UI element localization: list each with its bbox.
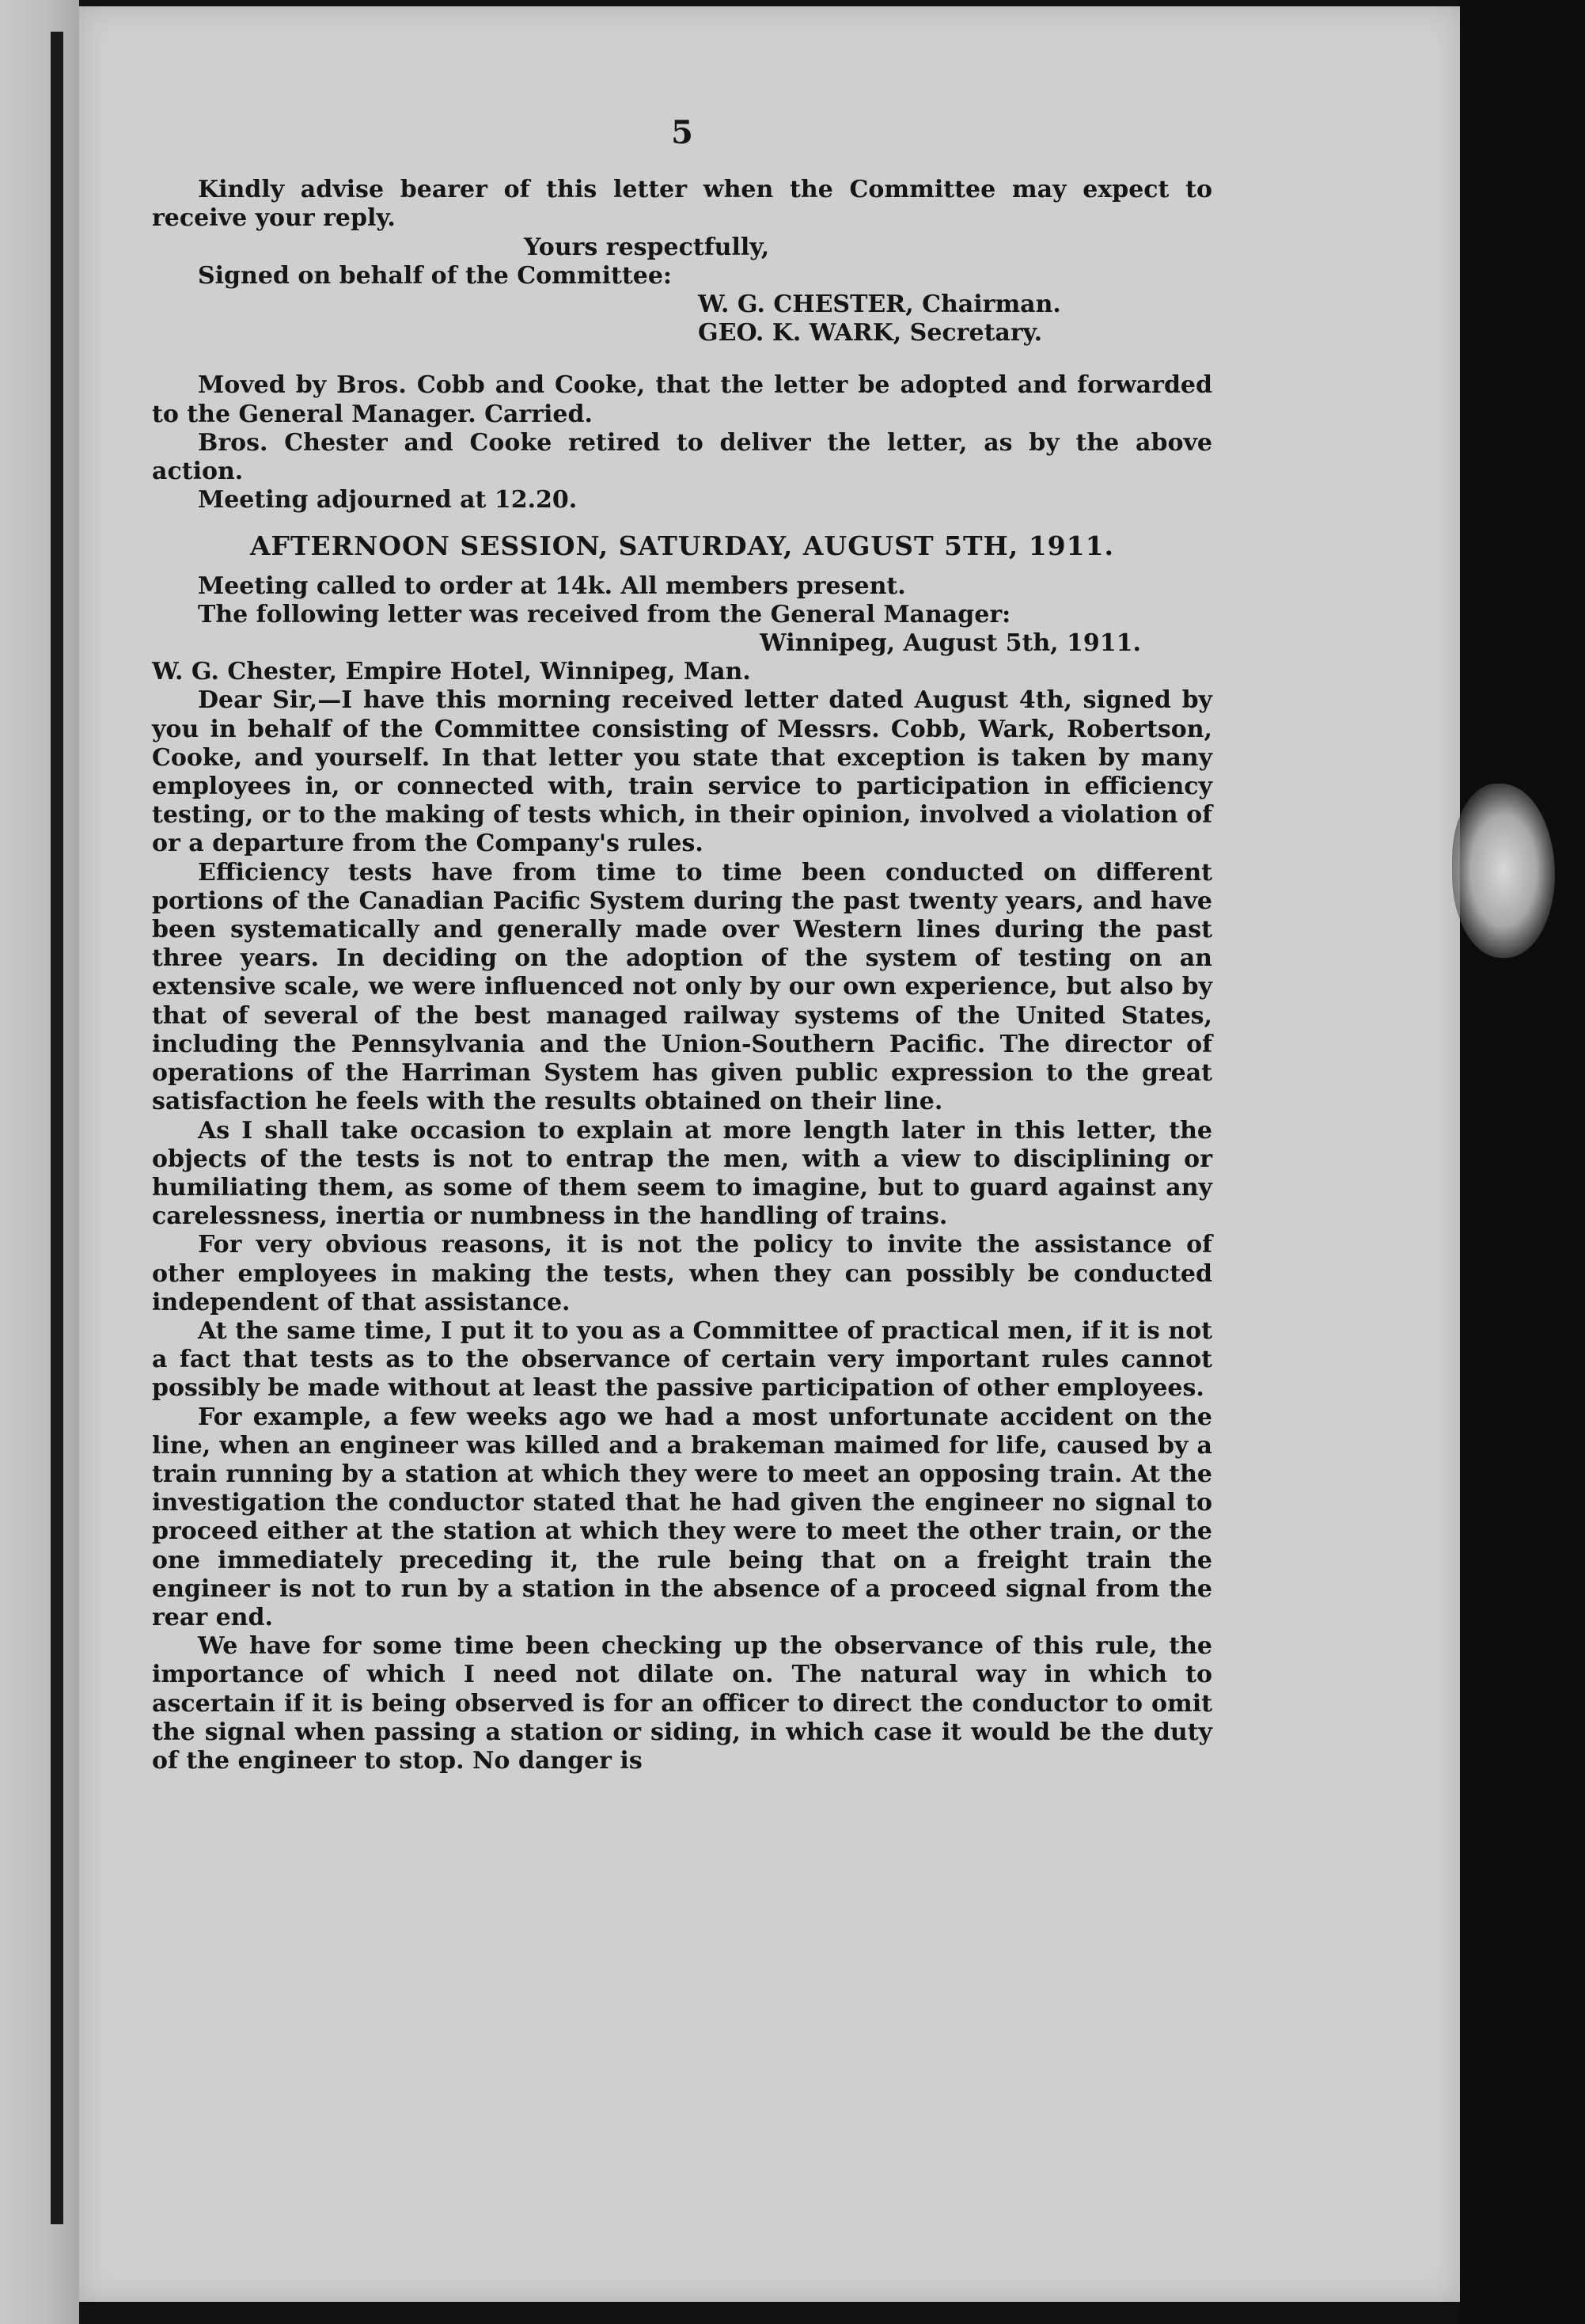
minute-delivery: Bros. Chester and Cooke retired to deliver the letter, as by the above action. bbox=[152, 428, 1212, 486]
letter-paragraph: Dear Sir,—I have this morning received letter dated August 4th, signed by you in behalf of the Committee consisting of Messrs. Cobb, Wark, Robertson, Cooke, and yourself. In that letter you state that exception is taken by many employees in, or connected with, train service to participation in efficiency testing, or to the making of tests which, in their opinion, involved a violation of or a departure from the Company's rules. bbox=[152, 686, 1212, 858]
session-line-letter: The following letter was received from the General Manager: bbox=[198, 600, 1011, 628]
letter-paragraph: For example, a few weeks ago we had a most unfortunate accident on the line, when an engineer was killed and a brakeman maimed for life, caused by a train running by a station at which they were to meet an opposing train. At the investigation the conductor stated that he had given the engineer no signal to proceed either at the station at which they were to meet the other train, or the one immediately preceding it, the rule being that on a freight train the engineer is not to run by a station in the absence of a proceed signal from the rear end. bbox=[152, 1403, 1212, 1631]
facing-page-edge bbox=[0, 0, 79, 2324]
binding-gutter bbox=[51, 32, 63, 2224]
session-line-order: Meeting called to order at 14k. All members present. bbox=[198, 572, 906, 600]
signatory-chairman: W. G. CHESTER, Chairman. bbox=[698, 290, 1061, 319]
page-text bbox=[152, 114, 1212, 1775]
session-heading: AFTERNOON SESSION, SATURDAY, AUGUST 5TH, 1911. bbox=[249, 530, 1115, 562]
signed-line: Signed on behalf of the Committee: bbox=[198, 261, 672, 290]
scan-background bbox=[1460, 0, 1585, 2324]
opening-paragraph: Kindly advise bearer of this letter when the Committee may expect to receive your reply. bbox=[152, 176, 1212, 233]
letter-paragraph: Efficiency tests have from time to time been conducted on different portions of the Canadian Pacific System during the past twenty years, and have been systematically and generally made over Western lines during the past three years. In deciding on the adoption of the system of testing on an extensive scale, we were influenced not only by our own experience, but also by that of several of the best managed railway systems of the United States, including the Pennsylvania and the Union-Southern Pacific. The director of operations of the Harriman System has given public expression to the great satisfaction he feels with the results obtained on their line. bbox=[152, 858, 1212, 1116]
page-number: 5 bbox=[671, 114, 693, 151]
signatory-secretary: GEO. K. WARK, Secretary. bbox=[698, 319, 1043, 347]
letter-closing: Yours respectfully, bbox=[524, 233, 770, 261]
letter-paragraph: We have for some time been checking up the observance of this rule, the importance of which I need not dilate on. The natural way in which to ascertain if it is being observed is for an officer to direct the conductor to omit the signal when passing a station or siding, in which case it would be the duty of the engineer to stop. No danger is bbox=[152, 1632, 1212, 1775]
letter-dateline: Winnipeg, August 5th, 1911. bbox=[760, 629, 1141, 658]
letter-paragraph: As I shall take occasion to explain at more length later in this letter, the objects of the tests is not to entrap the men, with a view to disciplining or humiliating them, as some of them seem to imagine, but to guard against any carelessness, inertia or numbness in the handling of trains. bbox=[152, 1116, 1212, 1231]
minute-adjourned: Meeting adjourned at 12.20. bbox=[198, 486, 578, 515]
letter-addressee: W. G. Chester, Empire Hotel, Winnipeg, Man. bbox=[152, 658, 751, 686]
letter-paragraph: For very obvious reasons, it is not the policy to invite the assistance of other employees in making the tests, when they can possibly be conducted independent of that assistance. bbox=[152, 1231, 1212, 1316]
letter-paragraph: At the same time, I put it to you as a Committee of practical men, if it is not a fact that tests as to the observance of certain very important rules cannot possibly be made without at least the passive participation of other employees. bbox=[152, 1316, 1212, 1403]
minute-motion: Moved by Bros. Cobb and Cooke, that the letter be adopted and forwarded to the General Manager. Carried. bbox=[152, 371, 1212, 428]
